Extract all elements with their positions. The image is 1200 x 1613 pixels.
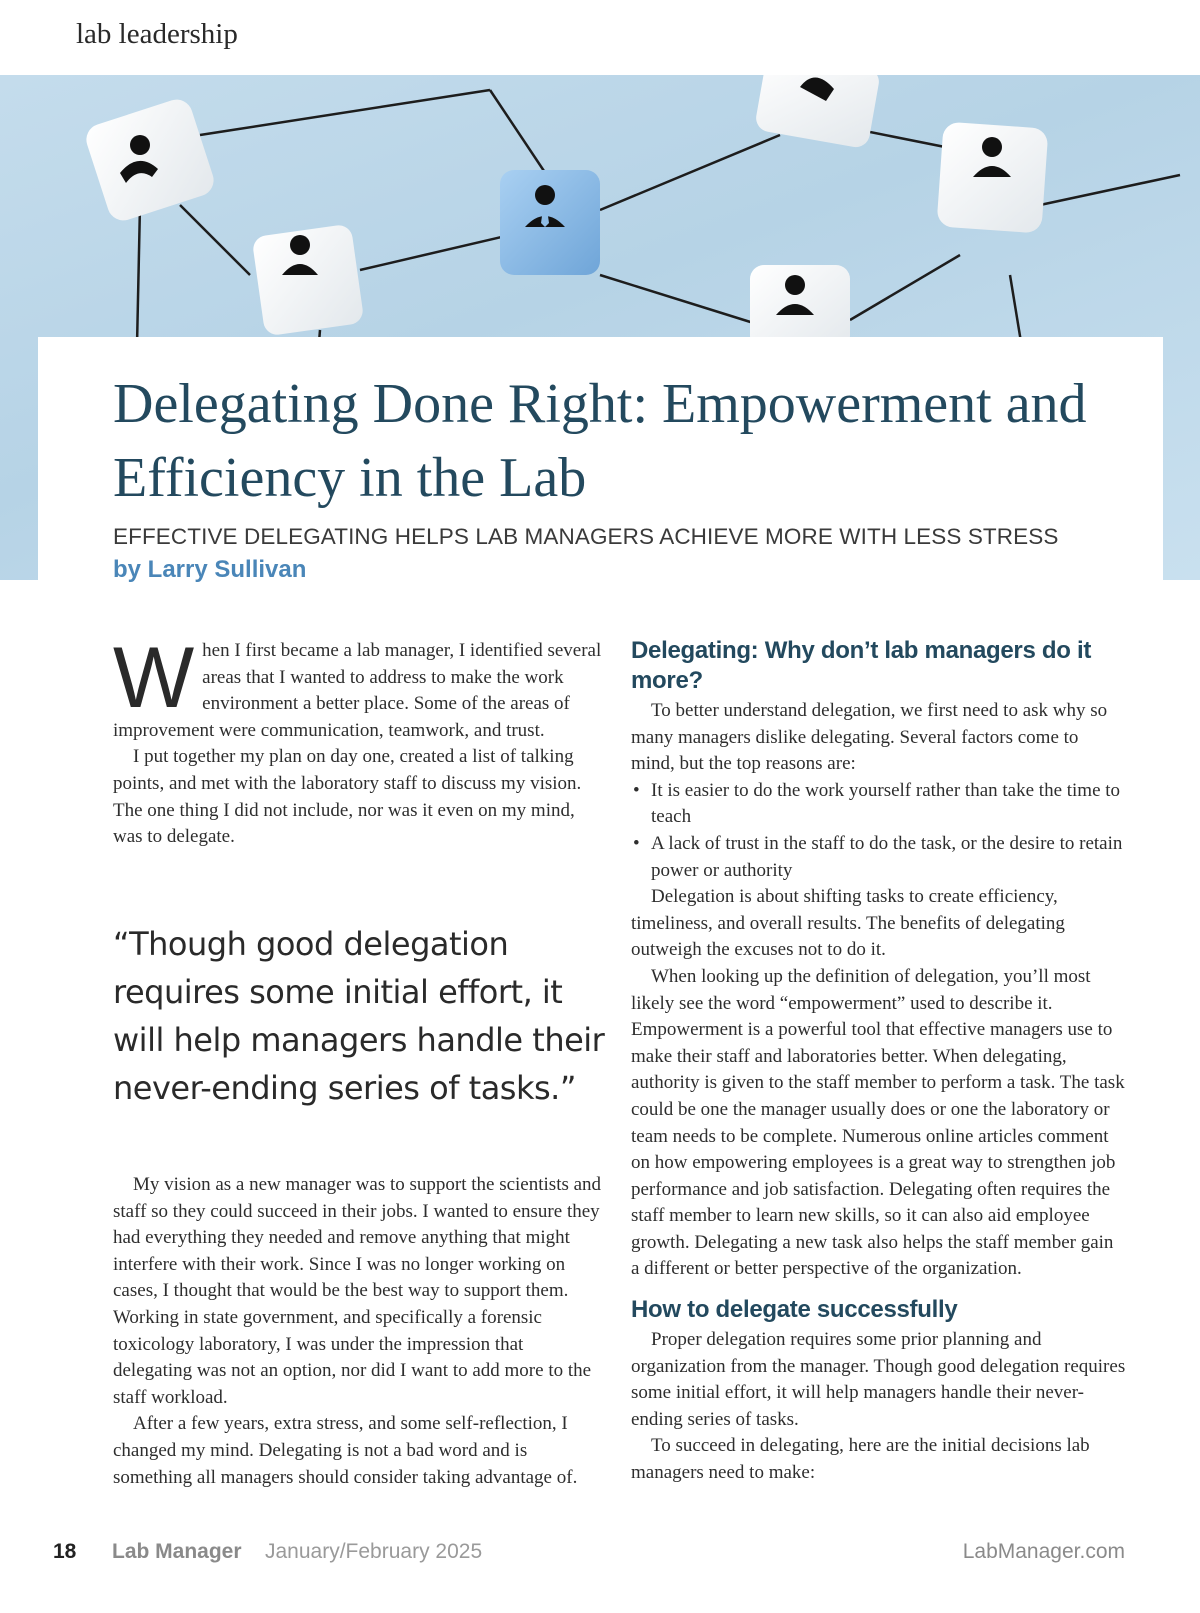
team-cube xyxy=(936,121,1048,233)
body-paragraph: When looking up the definition of delegation, you’ll most likely see the word “empowerment” used to describe it. Empowerment is a powerful tool that effective managers use to make their staff and laboratories better. When delegating, authority is given to the staff member to perform a task. The task could be one the manager usually does or one the laboratory or team needs to be complete. Numerous online articles comment on how empowering employees is a great way to strengthen job performance and job satisfaction. Delegating often requires the staff member to learn new skills, so it can also aid employee growth. Delegating a new task also helps the staff member gain a different or better perspective of the organization. xyxy=(631,965,1125,1280)
article-subtitle: EFFECTIVE DELEGATING HELPS LAB MANAGERS ACHIEVE MORE WITH LESS STRESS xyxy=(113,524,1059,549)
intro-paragraph xyxy=(113,630,605,744)
body-paragraph: After a few years, extra stress, and some self-reflection, I changed my mind. Delegating is not a bad word and is something all managers should consider taking advantage of. xyxy=(113,1413,578,1488)
body-paragraph: To succeed in delegating, here are the initial decisions lab managers need to make: xyxy=(631,1435,1090,1484)
team-cube xyxy=(252,224,365,337)
pull-quote: “Though good delegation requires some initial effort, it will help managers handle their never-ending series of tasks.” xyxy=(113,925,605,1107)
right-column xyxy=(631,636,1126,1487)
section-heading: Delegating: Why don’t lab managers do it more? xyxy=(631,637,1092,694)
article-byline: by Larry Sullivan xyxy=(113,556,307,583)
body-paragraph: Delegation is about shifting tasks to create efficiency, timeliness, and overall results. The benefits of delegating outweigh the excuses not to do it. xyxy=(631,886,1065,961)
body-paragraph: Proper delegation requires some prior planning and organization from the manager. Though good delegation requires some initial effort, it will help managers handle their never-ending series of tasks. xyxy=(631,1329,1126,1430)
section-heading: How to delegate successfully xyxy=(631,1296,958,1324)
body-paragraph: My vision as a new manager was to support the scientists and staff so they could succeed in their jobs. I wanted to ensure they had everything they needed and remove anything that might interfere with their work. Since I was no longer working on cases, I thought that would be the best way to support them. Working in state government, and specifically a forensic toxicology laboratory, I was under the impression that delegating was not an option, nor did I want to add more to the staff workload. xyxy=(113,1174,602,1408)
section-label: lab leadership xyxy=(76,18,238,50)
page-number: 18 xyxy=(53,1540,77,1563)
team-cube xyxy=(82,95,218,224)
page-footer xyxy=(0,1538,1200,1570)
intro-text: hen I first became a lab manager, I identified several areas that I wanted to address to make the work environment a better place. Some of the areas of improvement were communication, teamwork, and trust. xyxy=(113,640,602,741)
list-item: • A lack of trust in the staff to do the task, or the desire to retain power or authority xyxy=(631,831,1126,884)
article-title: Delegating Done Right: Empowerment and Efficiency in the Lab xyxy=(113,373,1087,509)
drop-cap: W xyxy=(113,630,195,726)
reasons-list xyxy=(631,778,1126,884)
list-item: • It is easier to do the work yourself rather than take the time to teach xyxy=(631,778,1126,831)
body-paragraph: I put together my plan on day one, created a list of talking points, and met with the laboratory staff to discuss my vision. The one thing I did not include, nor was it even on my mind, was to delegate. xyxy=(113,746,582,848)
issue-date: January/February 2025 xyxy=(265,1540,483,1563)
manager-cube xyxy=(500,170,600,275)
magazine-name: Lab Manager xyxy=(112,1540,242,1563)
website-link[interactable]: LabManager.com xyxy=(962,1540,1125,1563)
left-column-lower xyxy=(113,1172,605,1491)
left-column xyxy=(113,630,605,851)
body-paragraph: To better understand delegation, we first need to ask why so many managers dislike delegating. Several factors come to mind, but the top reasons are: xyxy=(631,700,1108,775)
